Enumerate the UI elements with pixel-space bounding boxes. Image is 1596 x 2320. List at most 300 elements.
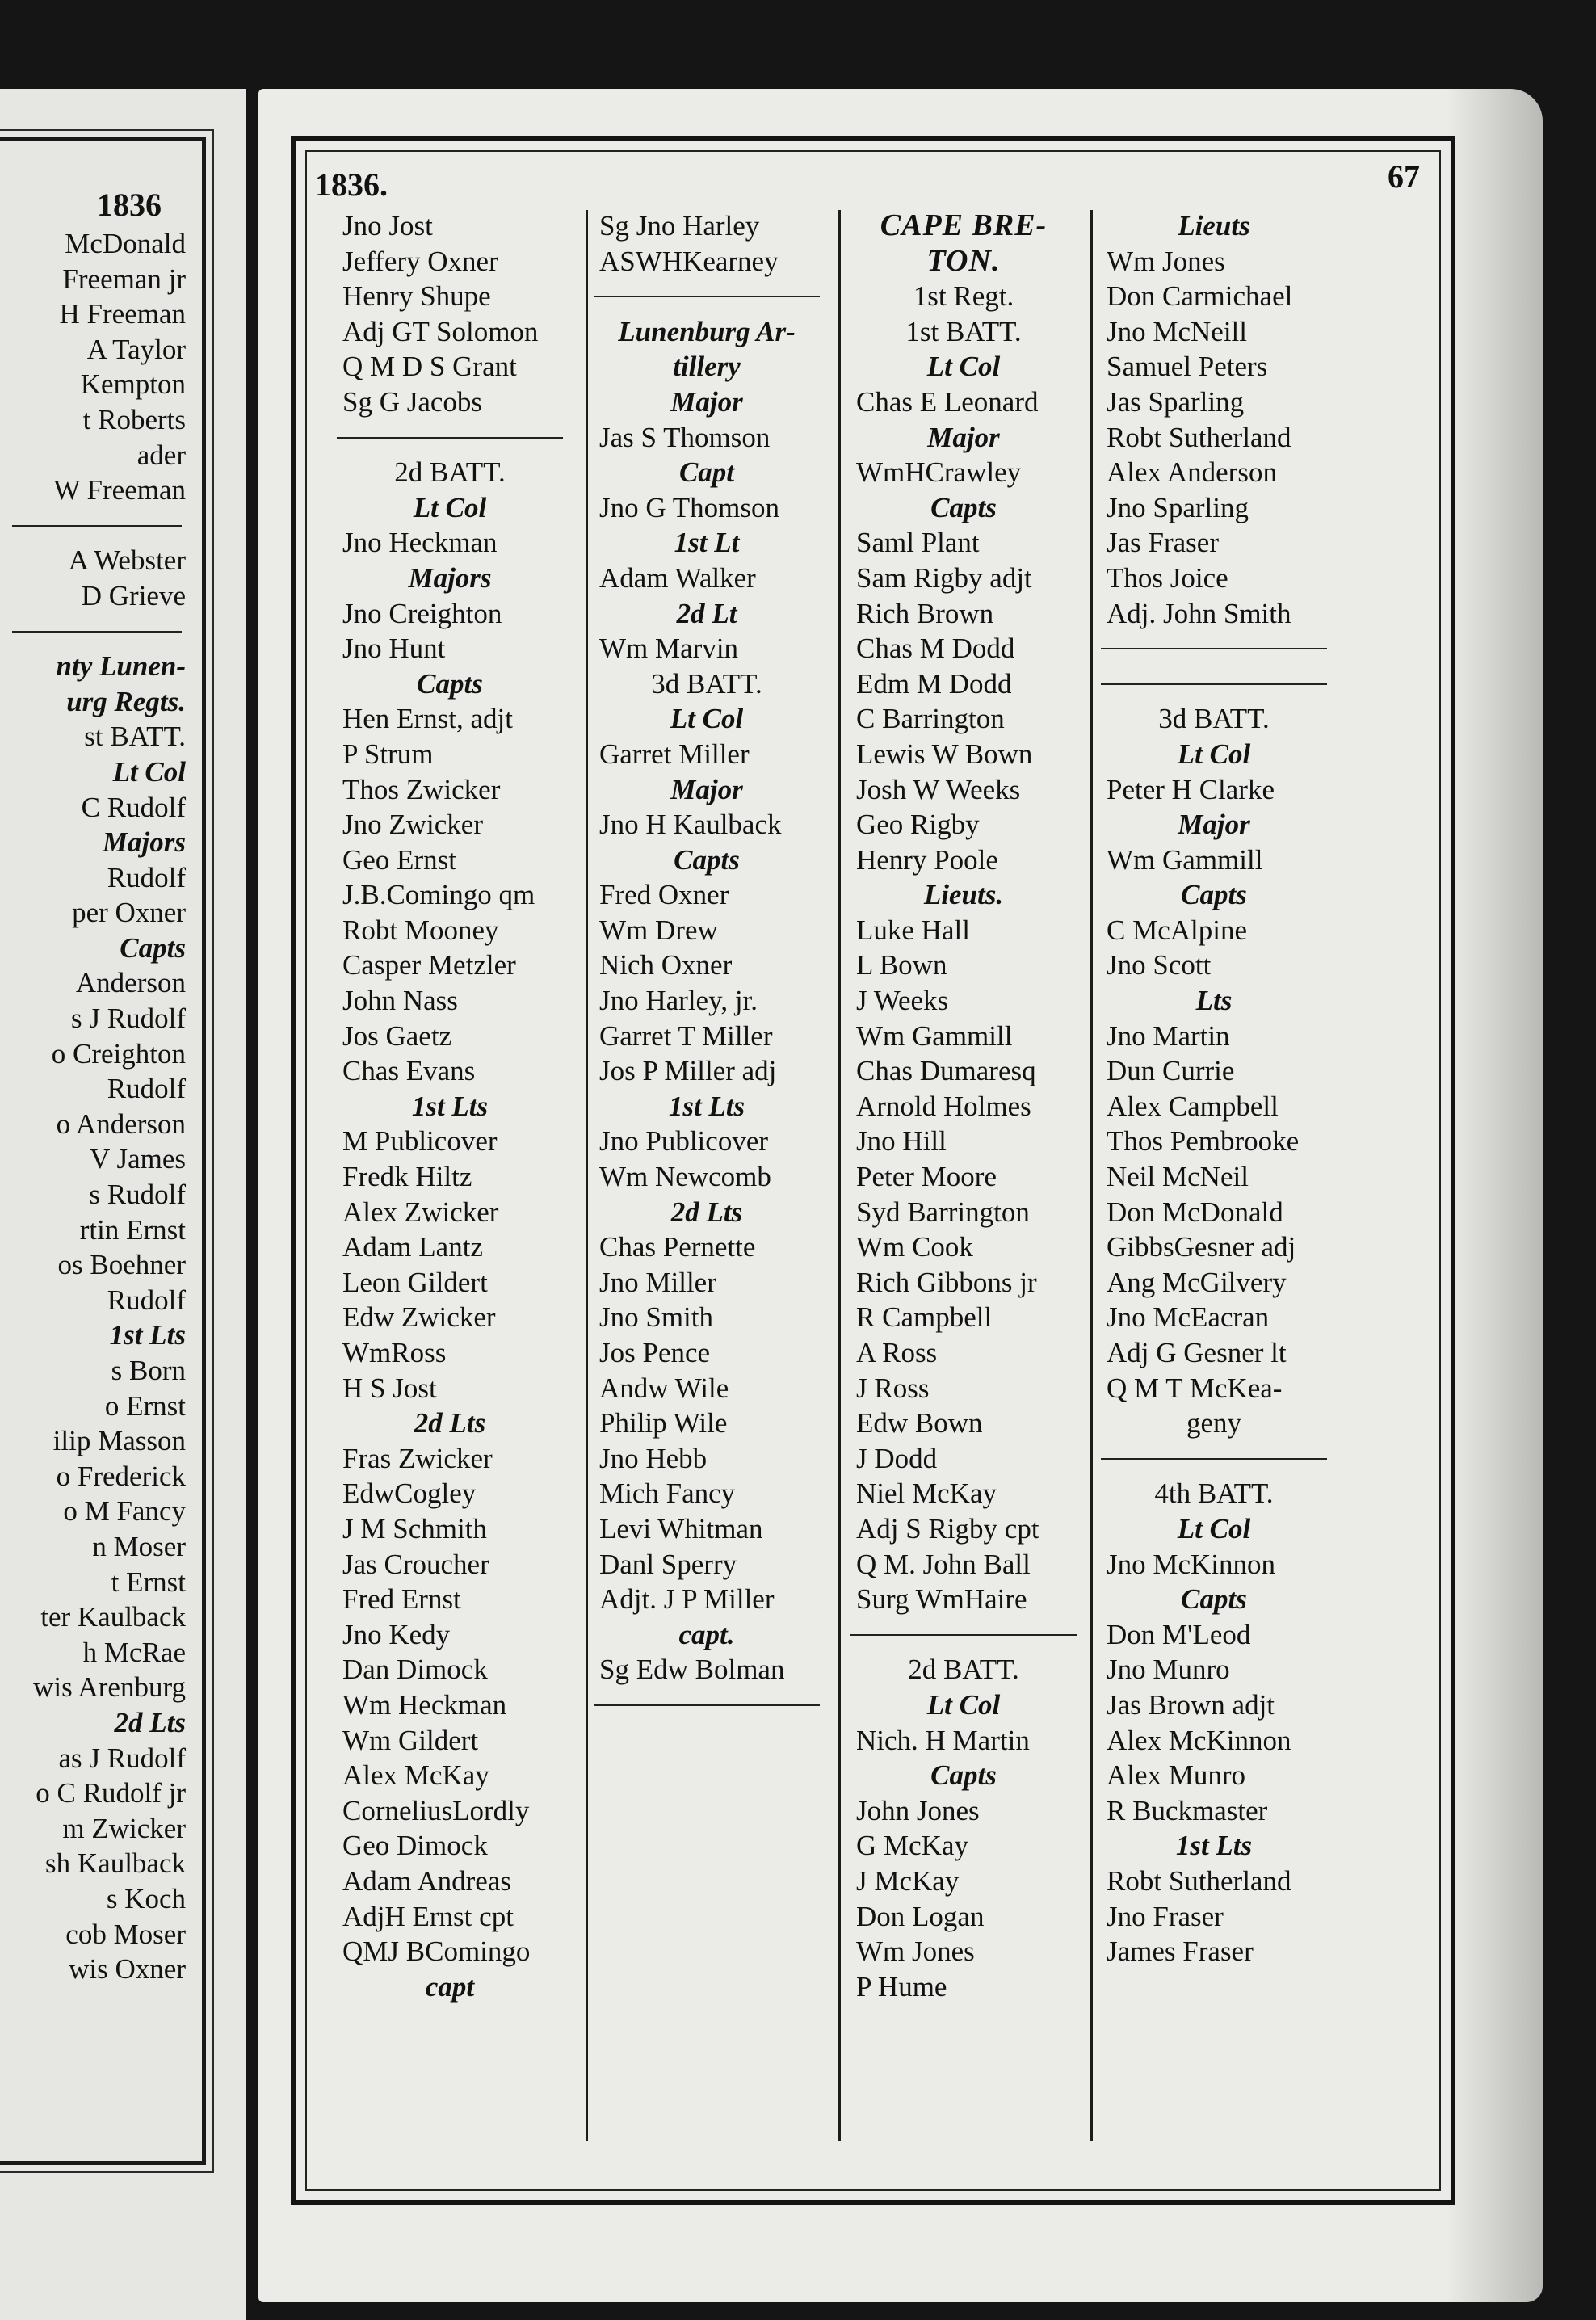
roster-entry: CorneliusLordly [342,1794,530,1826]
rank-heading [0,684,194,720]
region-title: TON. [926,243,1001,278]
roster-entry: Garret Miller [599,738,750,770]
roster-entry: Wm Jones [1107,245,1225,277]
roster-entry: Jno Publicover [599,1125,769,1158]
staff-entry: ASWHKearney [599,245,779,277]
roster-entry: Hen Ernst, adjt [342,703,513,735]
roster-entry: Andw Wile [599,1372,729,1404]
roster-entry: Jno Kedy [342,1618,451,1650]
roster-entry [0,719,194,754]
rank-heading: Capts [1181,1583,1247,1616]
rank-heading: capt [425,1970,475,2003]
roster-entry: WmHCrawley [856,456,1022,489]
roster-entry: Wm Gildert [342,1724,479,1756]
roster-entry: Jas Croucher [342,1548,489,1580]
staff-entry: Adjt. J P Miller [599,1583,775,1616]
roster-entry: Don Carmichael [1107,280,1293,313]
roster-entry [0,367,194,402]
roster-entry: John Nass [342,985,458,1017]
roster-entry: James Fraser [1107,1935,1254,1968]
roster-entry [0,1529,194,1565]
roster-entry: Neil McNeil [1107,1161,1249,1193]
entry-text: 2d Lts [114,1706,186,1738]
entry-text: per Oxner [72,897,186,929]
entry-text: Majors [102,826,186,859]
divider-rule [582,279,832,314]
column-2 [582,208,832,1723]
roster-entry: P Strum [342,738,434,770]
roster-entry: Syd Barrington [856,1196,1030,1228]
roster-entry [0,438,194,473]
section-heading: 2d BATT. [394,456,506,489]
roster-entry: Henry Poole [856,843,998,876]
roster-entry [0,1036,194,1072]
roster-entry: Rich Brown [856,597,994,629]
entry-text: o C Rudolf jr [36,1777,186,1809]
rank-heading: 1st Lts [411,1090,489,1122]
roster-entry: WmRoss [342,1337,447,1368]
roster-entry: Jos P Miller adj [599,1055,777,1087]
rank-heading: Major [670,773,743,805]
roster-entry [0,332,194,368]
entry-text: nty Lunen- [56,650,186,683]
roster-entry: J Dodd [856,1442,938,1474]
roster-entry: Alex Campbell [1107,1090,1279,1122]
roster-entry: Jno Creighton [342,597,502,629]
page-edge-shadow [1446,89,1543,2302]
roster-entry: C Barrington [856,703,1005,735]
roster-entry: Jeffery Oxner [342,245,498,277]
divider-rule [0,508,194,544]
roster-entry: Rich Gibbons jr [856,1266,1037,1298]
roster-entry: Wm Gammill [1107,843,1263,876]
roster-entry: Jas Brown adjt [1107,1688,1275,1721]
entry-text: t Ernst [111,1566,186,1598]
roster-entry: Fras Zwicker [342,1442,493,1474]
rank-heading: Lieuts [1178,210,1250,242]
rank-heading: Lt Col [1177,1512,1251,1545]
entry-text: s Born [111,1355,186,1386]
roster-entry: G McKay [856,1830,968,1862]
rank-heading [0,649,194,684]
staff-entry: Adj. John Smith [1107,597,1292,629]
rank-heading: Lts [1195,985,1233,1017]
roster-entry: Josh W Weeks [856,773,1021,805]
entry-text: h McRae [82,1636,186,1668]
entry-text: o Frederick [56,1460,186,1492]
rank-heading: Capts [1181,879,1247,911]
staff-entry: Surg WmHaire [856,1583,1027,1616]
page-year: 1836. [315,166,388,203]
roster-entry [0,262,194,297]
roster-entry [0,1952,194,1987]
section-heading: 1st Regt. [913,280,1014,313]
roster-entry: R Campbell [856,1301,993,1334]
roster-entry: Dan Dimock [342,1654,488,1686]
roster-entry: Lewis W Bown [856,738,1033,770]
entry-text: cob Moser [65,1918,186,1950]
roster-entry: Arnold Holmes [856,1090,1031,1122]
roster-entry: Danl Sperry [599,1548,737,1580]
column-4 [1089,208,1339,1969]
roster-entry: Jno Miller [599,1266,716,1298]
rank-heading [0,754,194,790]
roster-entry: Niel McKay [856,1477,997,1510]
roster-entry: Henry Shupe [342,280,491,313]
roster-entry: Jno McKinnon [1107,1548,1276,1580]
roster-entry [0,1423,194,1459]
roster-entry: Jno H Kaulback [599,809,782,841]
roster-entry [0,578,194,614]
roster-entry: J Weeks [856,985,949,1017]
entry-text: W Freeman [53,474,186,506]
section-heading: 1st BATT. [905,315,1022,347]
roster-entry: H S Jost [342,1372,437,1404]
roster-entry: Philip Wile [599,1407,728,1439]
roster-entry: Jno G Thomson [599,491,779,523]
rank-heading [0,1705,194,1741]
rank-heading: Lt Col [926,1688,1001,1721]
roster-entry: GibbsGesner adj [1107,1231,1296,1263]
roster-entry: Chas Dumaresq [856,1055,1036,1087]
roster-entry: Fredk Hiltz [342,1161,472,1193]
divider-rule [1089,631,1339,666]
roster-entry: Jno Jost [342,210,433,242]
entry-text: o Creighton [51,1037,186,1070]
entry-text: t Roberts [82,403,186,435]
roster-entry: Jno Scott [1107,949,1212,981]
roster-entry: Chas E Leonard [856,385,1039,418]
entry-text: Rudolf [107,1284,186,1316]
entry-text: ilip Masson [52,1425,186,1457]
previous-page [0,89,246,2320]
rank-heading: tillery [673,351,741,383]
rank-heading: Capt [678,456,735,489]
rank-heading: 2d Lts [414,1407,486,1439]
rank-heading: Lt Col [926,351,1001,383]
roster-entry [0,1565,194,1600]
roster-entry: Alex Zwicker [342,1196,499,1228]
roster-entry [0,965,194,1001]
rank-heading: Lt Col [413,491,487,523]
entry-text: n Moser [92,1530,186,1562]
roster-entry: Jno Harley, jr. [599,985,758,1017]
entry-text: urg Regts. [66,685,186,717]
divider-rule [582,1687,832,1723]
roster-entry: Wm Jones [856,1935,975,1968]
rank-heading: 1st Lts [1175,1830,1253,1862]
roster-entry: Edw Bown [856,1407,983,1439]
roster-entry [0,1670,194,1705]
rank-heading: Capts [930,491,997,523]
roster-entry: Peter Moore [856,1161,997,1193]
staff-entry: Sg Edw Bolman [599,1654,785,1686]
divider-rule [1089,1441,1339,1477]
roster-entry [0,1776,194,1811]
entry-text: o M Fancy [63,1495,186,1528]
roster-entry [0,1071,194,1107]
roster-entry [0,1353,194,1389]
roster-entry: Wm Marvin [599,633,739,665]
previous-page-column [0,226,194,1987]
rank-heading [0,931,194,966]
roster-entry [0,1494,194,1529]
roster-entry [0,895,194,931]
roster-entry: Jno Sparling [1107,491,1249,523]
rank-heading: 1st Lt [674,527,740,559]
roster-entry: Luke Hall [856,914,970,946]
roster-entry [0,1635,194,1671]
rank-heading: 1st Lts [668,1090,746,1122]
roster-entry: Ang McGilvery [1107,1266,1287,1298]
roster-entry: Chas M Dodd [856,633,1015,665]
rank-heading: capt. [678,1618,735,1650]
roster-entry: Thos Pembrooke [1107,1125,1300,1158]
divider-rule [1089,666,1339,702]
roster-entry: Adam Andreas [342,1864,511,1897]
entry-text: Capts [120,931,186,964]
roster-entry: Wm Gammill [856,1019,1013,1052]
entry-text: st BATT. [84,721,186,753]
roster-entry: Saml Plant [856,527,980,559]
rank-heading: Lt Col [1177,738,1251,770]
rank-heading: Capts [930,1759,997,1792]
roster-entry: Wm Newcomb [599,1161,771,1193]
roster-entry: Sam Rigby adjt [856,561,1032,594]
staff-entry: Q M T McKea- [1107,1372,1283,1404]
staff-entry: Q M D S Grant [342,351,517,383]
roster-entry: Robt Sutherland [1107,421,1292,453]
roster-entry: Geo Dimock [342,1830,488,1862]
roster-entry: Jno Fraser [1107,1900,1224,1932]
roster-entry: Robt Sutherland [1107,1864,1292,1897]
roster-entry: Don M'Leod [1107,1618,1251,1650]
entry-text: ader [136,439,186,471]
roster-entry: J McKay [856,1864,960,1897]
roster-entry [0,1247,194,1283]
roster-entry [0,1881,194,1917]
roster-entry [0,1177,194,1213]
entry-text: os Boehner [57,1249,186,1281]
previous-page-year: 1836 [97,187,162,223]
roster-entry: Jno Zwicker [342,809,483,841]
roster-entry: Adam Lantz [342,1231,483,1263]
roster-entry: Nich. H Martin [856,1724,1030,1756]
rank-heading: Lieuts. [923,879,1004,911]
roster-entry: Wm Heckman [342,1688,507,1721]
roster-entry: J Ross [856,1372,930,1404]
roster-entry: Jno McNeill [1107,315,1248,347]
roster-entry: Alex Anderson [1107,456,1277,489]
roster-entry [0,860,194,896]
roster-entry: J.B.Comingo qm [342,879,536,911]
roster-entry: C McAlpine [1107,914,1248,946]
roster-entry: Geo Ernst [342,843,456,876]
roster-entry [0,1917,194,1952]
roster-entry: Don Logan [856,1900,985,1932]
roster-entry: Jno Hunt [342,633,446,665]
staff-entry: Sg G Jacobs [342,385,483,418]
roster-entry: Wm Drew [599,914,718,946]
entry-text: s J Rudolf [71,1002,186,1035]
entry-text: A Webster [68,544,186,577]
roster-entry: Leon Gildert [342,1266,488,1298]
roster-entry: Don McDonald [1107,1196,1283,1228]
section-heading: geny [1186,1407,1242,1439]
roster-entry: EdwCogley [342,1477,477,1510]
roster-entry [0,1107,194,1142]
roster-entry: Nich Oxner [599,949,733,981]
rank-heading: 2d Lts [670,1196,743,1228]
entry-text: H Freeman [59,298,186,330]
page-number: 67 [1388,158,1420,195]
roster-entry: Jno Smith [599,1301,714,1334]
roster-entry: Samuel Peters [1107,351,1268,383]
roster-entry: A Ross [856,1337,938,1368]
roster-entry: Jos Gaetz [342,1019,452,1052]
page [258,89,1543,2302]
section-heading: 2d BATT. [908,1654,1019,1686]
roster-entry: Casper Metzler [342,949,516,981]
region-title: CAPE BRE- [880,208,1048,242]
roster-entry: Fred Ernst [342,1583,461,1616]
staff-entry: QMJ BComingo [342,1935,531,1968]
roster-entry: Dun Currie [1107,1055,1235,1087]
roster-entry: Jno Hebb [599,1442,708,1474]
rank-heading: Capts [674,843,740,876]
entry-text: Kempton [80,368,186,401]
column-3 [838,208,1089,2004]
divider-rule [325,420,575,456]
section-heading: 3d BATT. [1158,703,1270,735]
roster-entry [0,1846,194,1881]
rank-heading: Major [1178,809,1250,841]
roster-entry: Adam Walker [599,561,756,594]
roster-entry: Jno McEacran [1107,1301,1270,1334]
roster-entry [0,1001,194,1036]
roster-entry [0,1389,194,1424]
roster-entry: Thos Zwicker [342,773,501,805]
rank-heading: 2d Lt [676,597,737,629]
roster-entry [0,1283,194,1318]
roster-entry: P Hume [856,1970,947,2003]
divider-rule [0,614,194,649]
rank-heading: Major [670,385,743,418]
roster-entry: Alex McKinnon [1107,1724,1292,1756]
entry-text: sh Kaulback [45,1847,186,1880]
roster-entry [0,1213,194,1248]
roster-entry: Jos Pence [599,1337,711,1368]
roster-entry [0,296,194,332]
staff-entry: AdjH Ernst cpt [342,1900,514,1932]
roster-entry: Thos Joice [1107,561,1228,594]
roster-entry: Jno Heckman [342,527,498,559]
staff-entry: Adj G Gesner lt [1107,1337,1287,1368]
entry-text: Lt Col [112,755,186,788]
roster-entry: Jas S Thomson [599,421,771,453]
roster-entry: Alex Munro [1107,1759,1246,1792]
entry-text: C Rudolf [81,791,186,823]
roster-entry: M Publicover [342,1125,498,1158]
roster-entry [0,790,194,826]
rank-heading: Capts [417,667,483,700]
roster-entry [0,543,194,578]
roster-entry: Geo Rigby [856,809,980,841]
roster-entry: L Bown [856,949,947,981]
entry-text: wis Oxner [69,1953,186,1986]
roster-entry: Chas Pernette [599,1231,756,1263]
roster-entry [0,473,194,508]
rank-heading [0,825,194,860]
staff-entry: Adj GT Solomon [342,315,539,347]
roster-entry: Edw Zwicker [342,1301,496,1334]
staff-entry: Sg Jno Harley [599,210,760,242]
rank-heading: Lunenburg Ar- [618,315,796,347]
roster-entry: R Buckmaster [1107,1794,1268,1826]
roster-entry [0,1599,194,1635]
staff-entry: Q M. John Ball [856,1548,1031,1580]
entry-text: 1st Lts [109,1319,186,1351]
entry-text: Freeman jr [62,263,186,295]
entry-text: McDonald [65,228,186,259]
rank-heading: Major [927,421,1000,453]
rank-heading: Lt Col [670,703,744,735]
section-heading: 3d BATT. [651,667,762,700]
entry-text: as J Rudolf [58,1742,186,1774]
roster-entry: Jas Sparling [1107,385,1245,418]
roster-entry: Robt Mooney [342,914,499,946]
roster-entry: Jno Hill [856,1125,947,1158]
entry-text: Anderson [75,967,186,999]
roster-entry: Edm M Dodd [856,667,1012,700]
roster-entry: Alex McKay [342,1759,489,1792]
rank-heading [0,1318,194,1353]
roster-entry: Peter H Clarke [1107,773,1275,805]
section-heading: 4th BATT. [1154,1477,1274,1510]
roster-entry: Mich Fancy [599,1477,736,1510]
roster-entry [0,1741,194,1776]
roster-entry: Garret T Miller [599,1019,773,1052]
entry-text: V James [90,1143,186,1175]
entry-text: wis Arenburg [33,1671,186,1704]
roster-entry: Jno Munro [1107,1654,1230,1686]
entry-text: m Zwicker [62,1812,186,1844]
roster-entry [0,1141,194,1177]
entry-text: D Grieve [81,579,186,612]
roster-entry [0,226,194,262]
roster-entry: Chas Evans [342,1055,476,1087]
roster-entry [0,1811,194,1847]
entry-text: ter Kaulback [40,1601,186,1633]
rank-heading: Majors [408,561,492,594]
roster-entry: Levi Whitman [599,1512,763,1545]
entry-text: s Koch [106,1882,186,1914]
entry-text: o Ernst [104,1389,186,1422]
roster-entry: J M Schmith [342,1512,487,1545]
roster-entry: Wm Cook [856,1231,973,1263]
staff-entry: Adj S Rigby cpt [856,1512,1040,1545]
roster-entry [0,402,194,438]
divider-rule [838,1617,1089,1653]
roster-entry: Jas Fraser [1107,527,1219,559]
entry-text: s Rudolf [89,1179,186,1211]
roster-entry: Jno Martin [1107,1019,1230,1052]
roster-entry: Fred Oxner [599,879,729,911]
roster-entry [0,1459,194,1494]
entry-text: A Taylor [86,333,186,365]
column-1 [325,208,575,2004]
entry-text: Rudolf [107,861,186,893]
